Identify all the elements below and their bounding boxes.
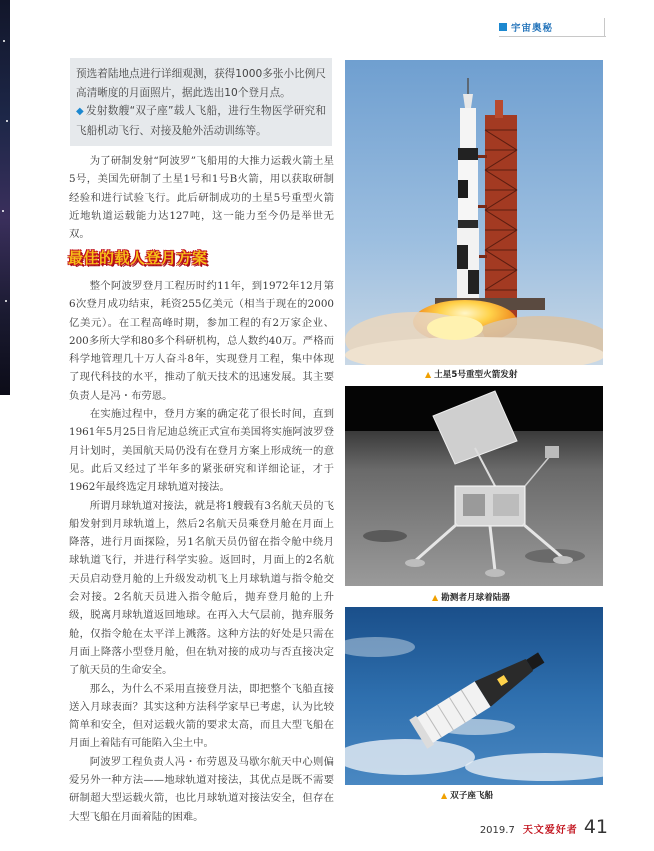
section-label: 宇宙奥秘: [511, 23, 554, 34]
issue-date: 2019.7: [479, 825, 515, 836]
surveyor-lander-photo: [345, 386, 603, 586]
surveyor-caption: [432, 591, 510, 603]
intro-paragraph: 为了研制发射“阿波罗”飞船用的大推力运载火箭土星5号，美国先研制了土星1号和1号B火箭，用以获取研制经验和进行试验飞行。此后研制成功的土星5号重型火箭近地轨道运载能力达127吨，这一能力至今仍是举世无双。: [69, 155, 334, 241]
diamond-bullet-icon: ◆: [76, 106, 84, 117]
gemini-caption: [441, 789, 493, 801]
rocket-caption-text: 土星5号重型火箭发射: [434, 370, 518, 380]
body-paragraph: 所谓月球轨道对接法，就是将1艘载有3名航天员的飞船发射到月球轨道上，然后2名航天员乘登月舱在月面上降落，进行月面探险，另1名航天员仍留在指令舱中绕月球轨道飞行，并进行科学实验。返回时，月面上的2名航天员启动登月舱的上升级发动机飞上月球轨道与指令舱交会对接。2名航天员进入指令舱后，抛弃登月舱的上升级，脱离月球轨道返回地球。在再入大气层前，抛弃服务舱，仅指令舱在太平洋上溅落。这种方法的好处是只需在月面上降落小型登月舱，但在轨对接的成功与否直接决定了航天员的生命安全。: [69, 499, 334, 677]
page-footer: [480, 816, 608, 838]
body-paragraph: 整个阿波罗登月工程历时约11年，到1972年12月第6次登月成功结束，耗资255亿美元（相当于现在的2000亿美元）。在工程高峰时期，参加工程的有2万家企业、200多所大学和80多个科研机构，总人数约40万。严格而科学地管理几十万人奋斗8年，实现登月工程，集中体现了现代科技的水平，推动了航天技术的迅速发展。其主要负责人是冯・布劳恩。: [69, 280, 334, 402]
gemini-caption-text: 双子座飞船: [450, 791, 494, 801]
magazine-name: 天文爱好者: [522, 825, 578, 836]
page-number: 41: [583, 816, 608, 838]
sidebar-text-2: [76, 102, 326, 140]
section-heading: 最佳的载人登月方案: [68, 249, 208, 267]
triangle-marker-icon: ▲: [441, 790, 448, 800]
body-paragraph: 那么，为什么不采用直接登月法，即把整个飞船直接送入月球表面？其实这种方法科学家早已考虑，认为比较简单和安全，但对运载火箭的要求太高，而且大型飞船在月面上着陆有可能陷入尘土中。: [69, 682, 334, 750]
sidebar-text-1: 预选着陆地点进行详细观测，获得1000多张小比例尺高清晰度的月面照片，据此选出10个登月点。: [76, 68, 326, 99]
body-paragraph: 阿波罗工程负责人冯・布劳恩及马歇尔航天中心则偏爱另外一种方法——地球轨道对接法，其优点是既不需要研制超大型运载火箭，也比月球轨道对接法安全，但存在大型飞船在月面着陆的困难。: [69, 755, 334, 823]
body-paragraph: 在实施过程中，登月方案的确定花了很长时间，直到1961年5月25日肯尼迪总统正式宣布美国将实施阿波罗登月计划时，美国航天局仍没有在登月方案上形成统一的意见。此后又经过了半年多的紧张研究和详细论证，才于1962年最终选定月球轨道对接法。: [69, 408, 334, 494]
triangle-marker-icon: ▲: [425, 369, 432, 379]
section-rule: [499, 36, 606, 37]
intro-block: [69, 152, 334, 243]
sidebar-text-2-body: 发射数艘“双子座”载人飞船，进行生物医学研究和飞船机动飞行、对接及舱外活动训练等。: [76, 105, 326, 137]
section-rule-vertical: [604, 18, 605, 36]
section-tag: [499, 18, 553, 36]
left-edge-space-strip: [0, 0, 10, 395]
gemini-spacecraft-photo: [345, 607, 603, 785]
triangle-marker-icon: ▲: [432, 592, 439, 602]
section-square-icon: [499, 23, 507, 31]
saturn-v-launch-photo: [345, 60, 603, 365]
sidebar-box: [70, 58, 332, 146]
surveyor-caption-text: 勘测者月球着陆器: [441, 593, 510, 603]
article-body: [69, 277, 334, 826]
rocket-caption: [425, 368, 517, 380]
